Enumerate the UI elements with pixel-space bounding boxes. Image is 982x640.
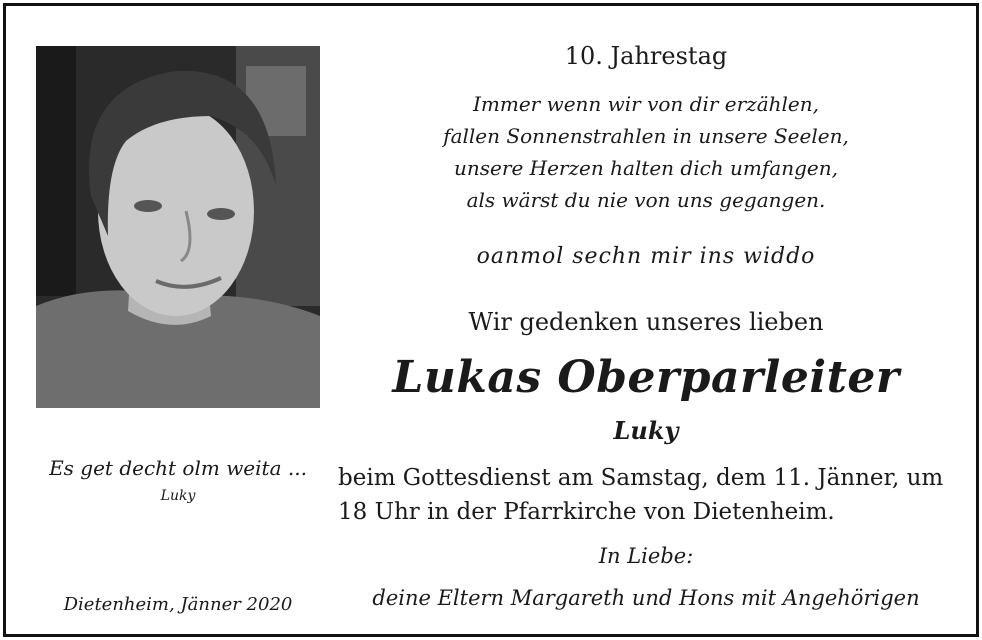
closing-love: In Liebe: [598,544,694,568]
portrait-illustration [36,46,320,408]
place-date: Dietenheim, Jänner 2020 [63,594,293,615]
poem-line: fallen Sonnenstrahlen in unsere Seelen, [443,124,849,148]
dialect-line: oanmol sechn mir ins widdo [476,244,816,269]
family-signature: deine Eltern Margareth und Hons mit Angehörigen [372,586,920,610]
anniversary-heading: 10. Jahrestag [564,42,728,70]
remembrance-intro: Wir gedenken unseres lieben [468,308,824,336]
left-signature: Luky [160,488,196,504]
poem-line: Immer wenn wir von dir erzählen, [473,92,819,116]
poem-line: als wärst du nie von uns gegangen. [466,188,826,212]
obituary-card [3,3,979,637]
service-details: beim Gottesdienst am Samstag, dem 11. Jänner, um 18 Uhr in der Pfarrkirche von Dietenheim. [338,465,944,525]
deceased-name: Lukas Oberparleiter [392,352,900,403]
left-quote: Es get decht olm weita ... [49,456,307,480]
poem-line: unsere Herzen halten dich umfangen, [454,156,838,180]
deceased-nickname: Luky [613,416,679,445]
poem [336,88,956,216]
portrait-photo [36,46,320,408]
